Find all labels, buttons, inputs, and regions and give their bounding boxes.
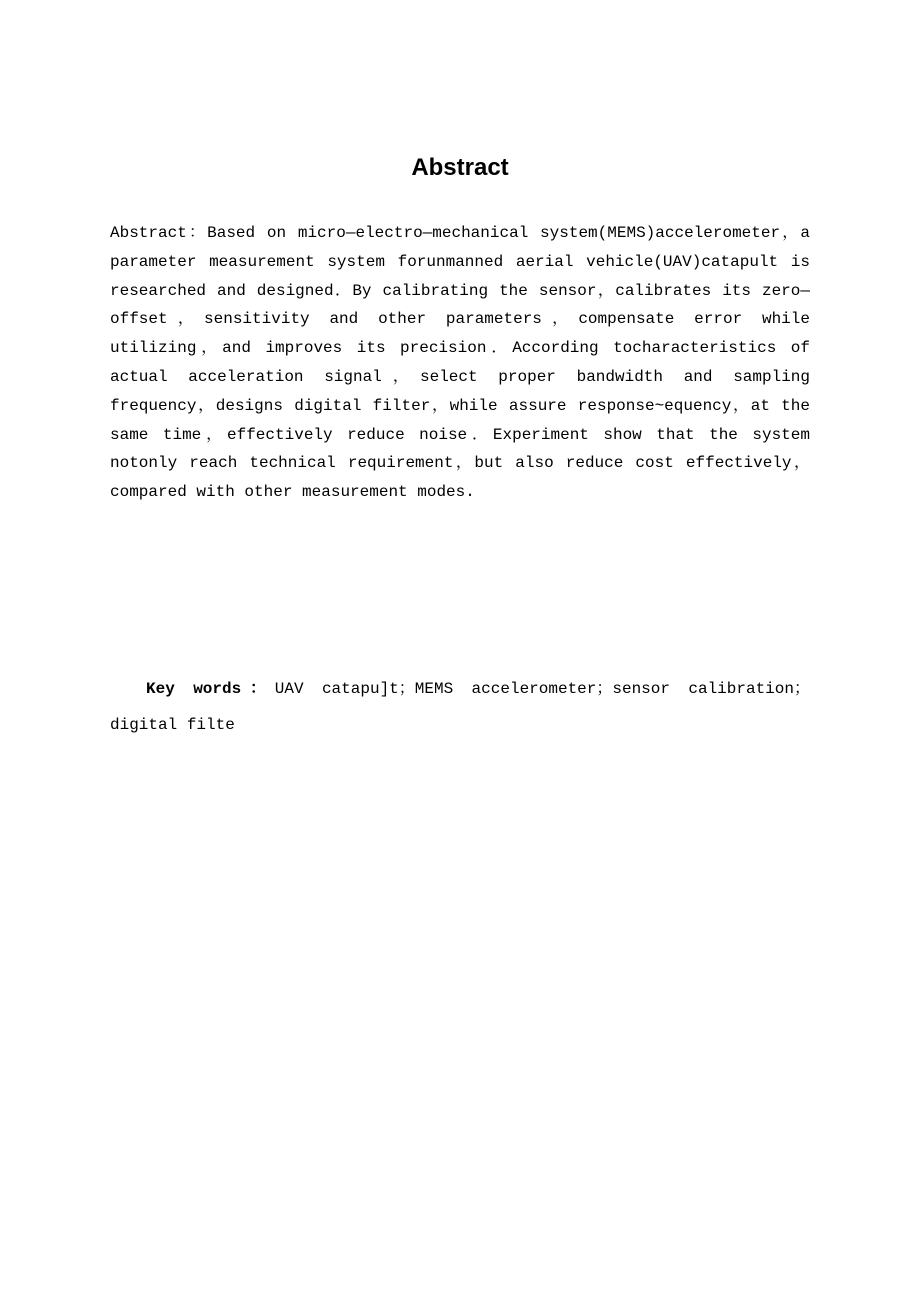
keywords-text: UAV catapu]t；MEMS accelerometer；sensor calibration；digital filte [110,680,810,734]
keywords-label: Key words： [146,680,275,698]
keywords-paragraph [110,671,810,743]
abstract-paragraph: Abstract：Based on micro—electro—mechanical system(MEMS)accelerometer，a parameter measurement system forunmanned aerial vehicle(UAV)catapult is researched and designed．By calibrating the sensor，calibrates its zero—offset，sensitivity and other parameters，compensate error while utilizing，and improves its precision．According tocharacteristics of actual acceleration signal，select proper bandwidth and sampling frequency，designs digital filter，while assure response~equency，at the same time，effectively reduce noise．Experiment show that the system notonly reach technical requirement，but also reduce cost effectively，compared with other measurement modes. [110,224,810,502]
page-title: Abstract [411,154,509,181]
